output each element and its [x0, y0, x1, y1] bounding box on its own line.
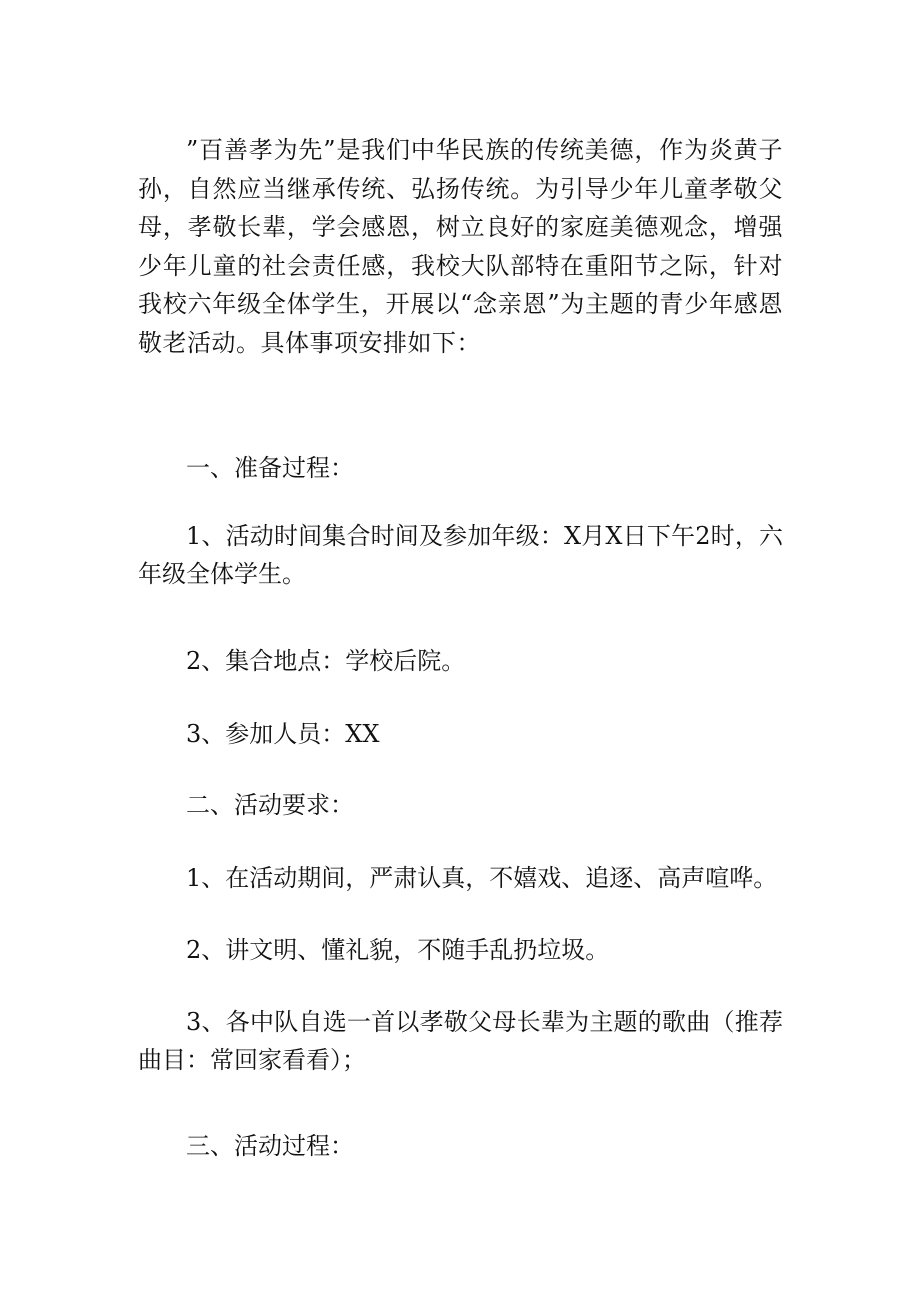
section-3-heading: 三、活动过程： — [186, 1132, 354, 1160]
section-1-heading: 一、准备过程： — [186, 454, 354, 482]
section-2-heading: 二、活动要求： — [186, 791, 354, 819]
section-2-item-1: 1、在活动期间，严肃认真，不嬉戏、追逐、高声喧哗。 — [186, 864, 778, 892]
intro-paragraph: ”百善孝为先”是我们中华民族的传统美德，作为炎黄子孙，自然应当继承传统、弘扬传统。为引导少年儿童孝敬父母，孝敬长辈，学会感恩，树立良好的家庭美德观念，增强少年儿童的社会责任感，我校大队部特在重阳节之际，针对我校六年级全体学生，开展以“念亲恩”为主题的青少年感恩敬老活动。具体事项安排如下： — [138, 136, 783, 357]
section-2-item-3: 3、各中队自选一首以孝敬父母长辈为主题的歌曲（推荐曲目：常回家看看）； — [138, 1008, 783, 1074]
section-1-item-1: 1、活动时间集合时间及参加年级：X月X日下午2时，六年级全体学生。 — [138, 522, 783, 588]
section-2-item-2: 2、讲文明、懂礼貌，不随手乱扔垃圾。 — [186, 936, 610, 964]
section-1-item-2: 2、集合地点：学校后院。 — [186, 647, 466, 675]
section-1-item-3: 3、参加人员：XX — [186, 720, 380, 748]
